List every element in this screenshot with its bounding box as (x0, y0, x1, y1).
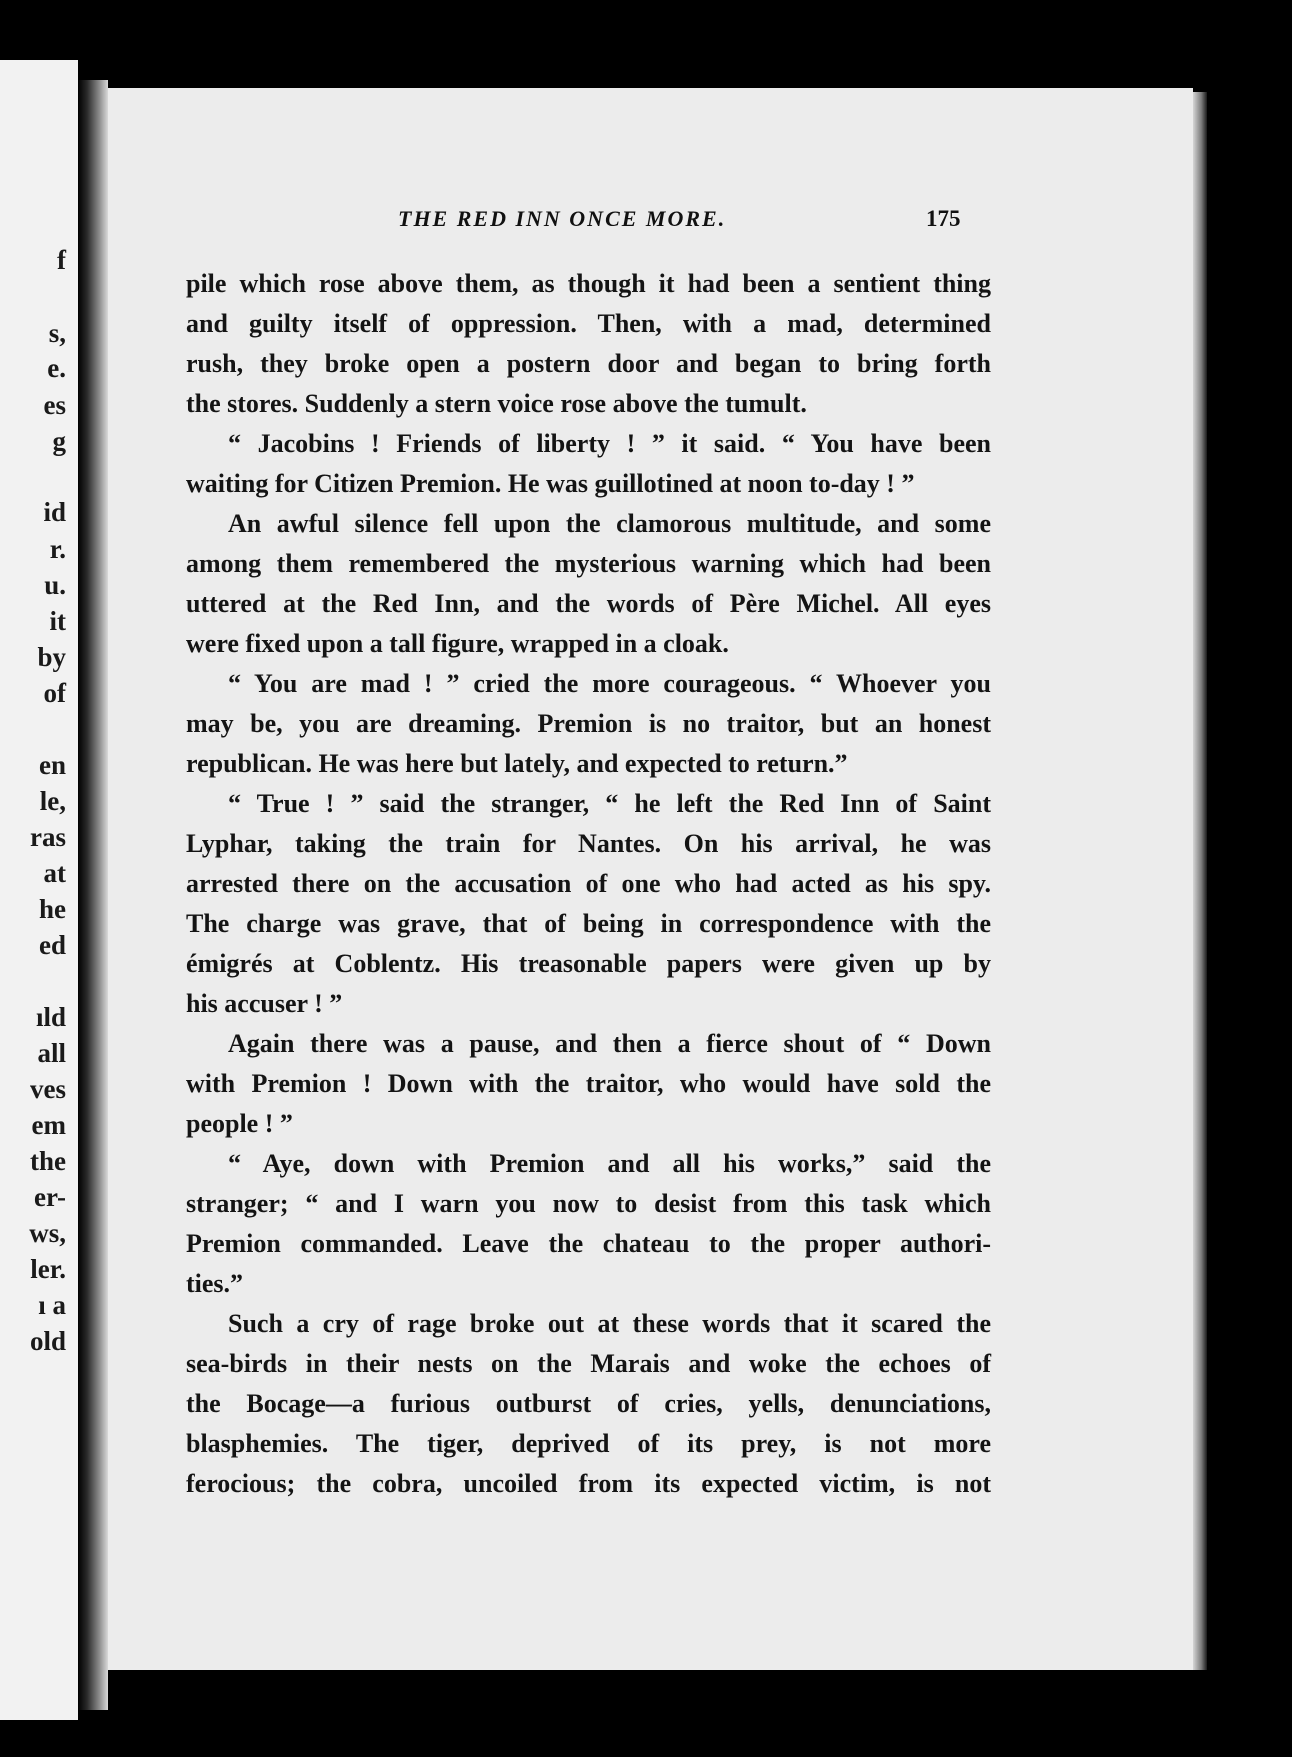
facing-page-fragment: by (37, 642, 66, 672)
text-line: “ True ! ” said the stranger, “ he left the Red Inn of Saint (228, 789, 991, 818)
facing-page-fragment: the (30, 1146, 66, 1176)
text-line: may be, you are dreaming. Premion is no traitor, but an honest (186, 709, 991, 738)
facing-page-fragment: at (43, 858, 66, 888)
paragraph (186, 664, 991, 784)
running-title: THE RED INN ONCE MORE. (398, 206, 727, 231)
paragraph (186, 424, 991, 504)
paragraph (186, 1304, 991, 1504)
text-line: the Bocage—a furious outburst of cries, yells, denunciations, (186, 1389, 991, 1418)
text-line: The charge was grave, that of being in correspondence with the (186, 909, 991, 938)
text-line: people ! ” (186, 1109, 293, 1138)
facing-page-fragment: s, (48, 318, 66, 348)
facing-page-edge (0, 60, 78, 1720)
book-page (108, 88, 1193, 1670)
text-line: Premion commanded. Leave the chateau to the proper authori- (186, 1229, 991, 1258)
facing-page-fragment: ıld (35, 1002, 66, 1032)
text-line: “ You are mad ! ” cried the more courageous. “ Whoever you (228, 669, 991, 698)
facing-page-fragment: er- (34, 1182, 66, 1212)
text-line: “ Jacobins ! Friends of liberty ! ” it said. “ You have been (228, 429, 991, 458)
text-line: blasphemies. The tiger, deprived of its prey, is not more (186, 1429, 991, 1458)
text-line: were fixed upon a tall figure, wrapped in a cloak. (186, 629, 729, 658)
facing-page-fragment: he (39, 894, 66, 924)
facing-page-fragment: ed (39, 930, 66, 960)
text-line: Such a cry of rage broke out at these words that it scared the (228, 1309, 991, 1338)
text-line: An awful silence fell upon the clamorous multitude, and some (228, 509, 991, 538)
paragraph (186, 504, 991, 664)
facing-page-fragment: es (43, 390, 66, 420)
text-line: rush, they broke open a postern door and began to bring forth (186, 349, 991, 378)
text-line: sea-birds in their nests on the Marais and woke the echoes of (186, 1349, 991, 1378)
text-line: with Premion ! Down with the traitor, who would have sold the (186, 1069, 991, 1098)
running-head (108, 206, 1193, 240)
paragraph (186, 784, 991, 1024)
text-line: waiting for Citizen Premion. He was guillotined at noon to-day ! ” (186, 469, 915, 498)
facing-page-fragment: id (43, 497, 66, 527)
facing-page-fragment: all (37, 1038, 66, 1068)
facing-page-fragment: r. (49, 534, 66, 564)
text-line: Lyphar, taking the train for Nantes. On his arrival, he was (186, 829, 991, 858)
text-line: ties.” (186, 1269, 244, 1298)
text-line: stranger; “ and I warn you now to desist from this task which (186, 1189, 991, 1218)
text-line: among them remembered the mysterious warning which had been (186, 549, 991, 578)
paragraph (186, 264, 991, 424)
body-text (186, 264, 991, 1504)
facing-page-fragment: old (29, 1326, 66, 1356)
text-line: arrested there on the accusation of one who had acted as his spy. (186, 869, 991, 898)
facing-page-fragment: it (49, 606, 66, 636)
facing-page-fragment: em (31, 1110, 66, 1140)
text-line: uttered at the Red Inn, and the words of Père Michel. All eyes (186, 589, 991, 618)
facing-page-fragment: e. (47, 353, 66, 383)
text-line: Again there was a pause, and then a fierce shout of “ Down (228, 1029, 991, 1058)
book-gutter (78, 80, 108, 1710)
facing-page-fragment: g (52, 426, 66, 456)
facing-page-fragment: ws, (29, 1218, 66, 1248)
page-number: 175 (926, 206, 961, 231)
text-line: pile which rose above them, as though it had been a sentient thing (186, 269, 991, 298)
facing-page-fragment: f (57, 245, 66, 275)
facing-page-fragment: u. (44, 570, 66, 600)
paragraph (186, 1144, 991, 1304)
facing-page-fragment: ler. (30, 1254, 66, 1284)
text-line: his accuser ! ” (186, 989, 343, 1018)
text-line: the stores. Suddenly a stern voice rose above the tumult. (186, 389, 807, 418)
facing-page-fragment: ras (30, 822, 66, 852)
text-line: “ Aye, down with Premion and all his works,” said the (228, 1149, 991, 1178)
text-line: republican. He was here but lately, and expected to return.” (186, 749, 848, 778)
facing-page-fragment: ves (30, 1074, 66, 1104)
page-edge (1193, 92, 1207, 1670)
text-line: and guilty itself of oppression. Then, with a mad, determined (186, 309, 991, 338)
facing-page-fragment: ı a (38, 1290, 66, 1320)
facing-page-fragment: of (43, 678, 66, 708)
text-line: ferocious; the cobra, uncoiled from its expected victim, is not (186, 1469, 991, 1498)
facing-page-fragment: le, (39, 786, 66, 816)
facing-page-fragment: en (39, 750, 66, 780)
paragraph (186, 1024, 991, 1144)
text-line: émigrés at Coblentz. His treasonable papers were given up by (186, 949, 991, 978)
